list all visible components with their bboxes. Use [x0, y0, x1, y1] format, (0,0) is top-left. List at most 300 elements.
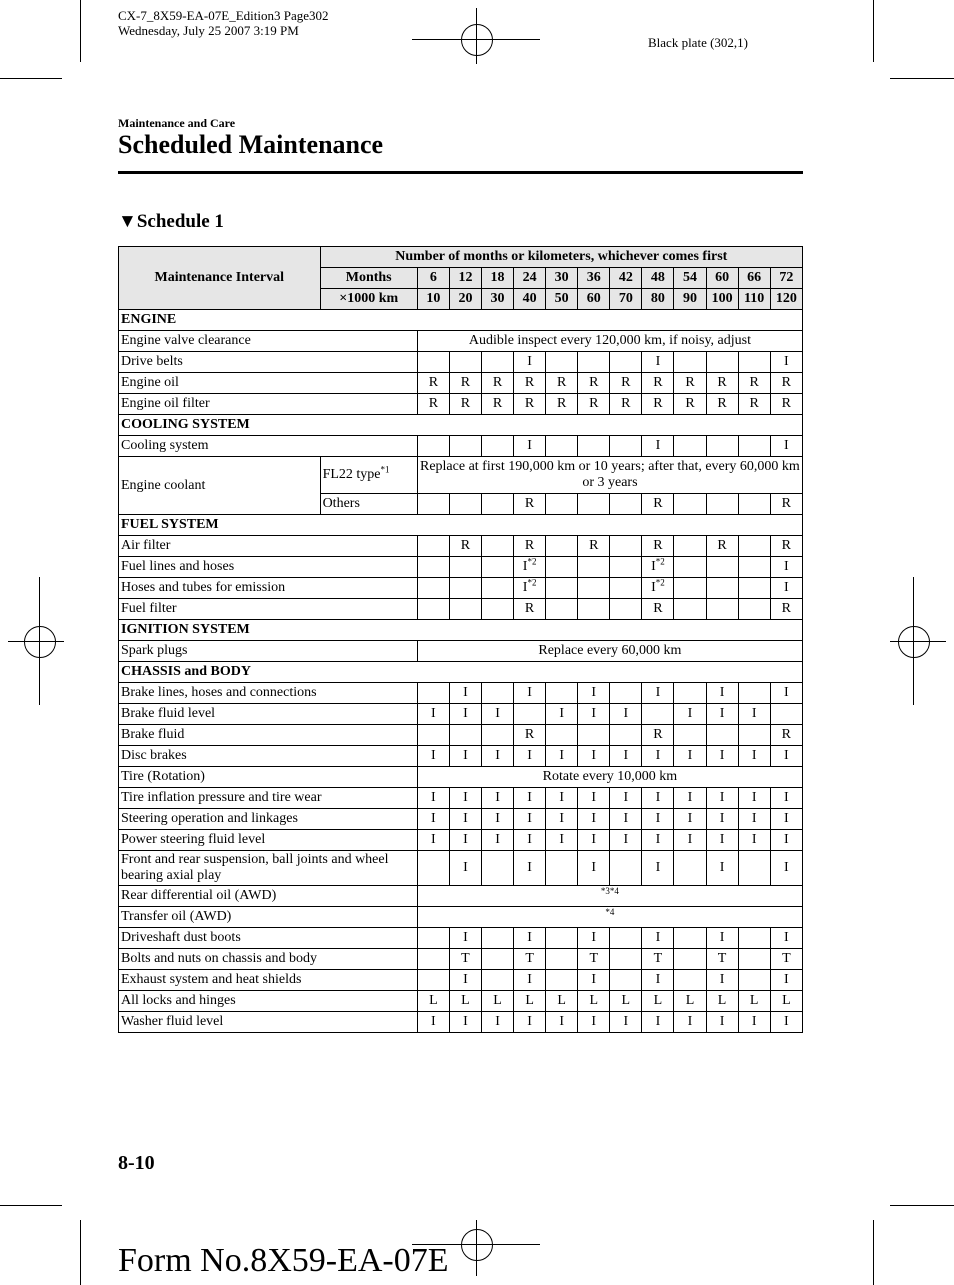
interval-cell	[417, 725, 449, 746]
interval-cell: I	[546, 1012, 578, 1033]
interval-cell	[546, 725, 578, 746]
interval-cell: I	[642, 851, 674, 886]
interval-cell	[417, 352, 449, 373]
km-header: 50	[546, 289, 578, 310]
item-label: Brake fluid level	[119, 704, 418, 725]
table-row	[119, 578, 803, 599]
footnote-ref: *2	[527, 556, 537, 567]
interval-cell: I	[738, 1012, 770, 1033]
interval-cell: I	[578, 704, 610, 725]
interval-cell	[610, 557, 642, 578]
interval-cell: I	[674, 788, 706, 809]
interval-cell	[738, 970, 770, 991]
interval-cell: I	[578, 788, 610, 809]
item-label: Cooling system	[119, 436, 418, 457]
month-header: 36	[578, 268, 610, 289]
item-label: Front and rear suspension, ball joints and wheel bearing axial play	[119, 851, 418, 886]
interval-cell	[449, 578, 481, 599]
interval-cell: I	[770, 436, 802, 457]
interval-cell	[514, 557, 546, 578]
interval-cell: L	[706, 991, 738, 1012]
interval-cell	[738, 352, 770, 373]
item-label: Spark plugs	[119, 641, 418, 662]
interval-cell: I	[706, 928, 738, 949]
table-row	[119, 331, 803, 352]
table-row	[119, 457, 803, 494]
interval-cell: R	[610, 373, 642, 394]
km-header: 90	[674, 289, 706, 310]
interval-cell: R	[738, 394, 770, 415]
print-meta-file: CX-7_8X59-EA-07E_Edition3 Page302	[118, 8, 329, 23]
interval-cell	[546, 436, 578, 457]
item-label: Bolts and nuts on chassis and body	[119, 949, 418, 970]
interval-cell: R	[449, 536, 481, 557]
interval-cell	[674, 683, 706, 704]
interval-cell	[738, 578, 770, 599]
interval-cell: I	[642, 683, 674, 704]
interval-cell: R	[642, 536, 674, 557]
table-row	[119, 907, 803, 928]
section-title: COOLING SYSTEM	[119, 415, 803, 436]
interval-cell: I	[706, 704, 738, 725]
span-text: Replace at first 190,000 km or 10 years; after that, every 60,000 km or 3 years	[417, 457, 802, 494]
interval-cell	[578, 599, 610, 620]
interval-cell: I	[578, 970, 610, 991]
print-meta-date: Wednesday, July 25 2007 3:19 PM	[118, 23, 299, 38]
item-label: Washer fluid level	[119, 1012, 418, 1033]
footnote-cell: *3*4	[417, 886, 802, 907]
item-label: Brake fluid	[119, 725, 418, 746]
interval-cell: I	[546, 809, 578, 830]
interval-cell: I	[770, 746, 802, 767]
interval-cell	[417, 928, 449, 949]
interval-cell	[674, 928, 706, 949]
interval-cell: I	[738, 809, 770, 830]
table-row	[119, 886, 803, 907]
interval-cell	[738, 949, 770, 970]
interval-cell: I	[514, 746, 546, 767]
interval-cell	[642, 557, 674, 578]
interval-cell	[578, 352, 610, 373]
section-title: IGNITION SYSTEM	[119, 620, 803, 641]
interval-cell	[449, 494, 481, 515]
table-row	[119, 970, 803, 991]
interval-cell: I	[610, 746, 642, 767]
interval-cell: I	[449, 788, 481, 809]
interval-cell: I	[449, 970, 481, 991]
interval-cell	[546, 557, 578, 578]
interval-cell: I	[706, 970, 738, 991]
interval-cell	[481, 949, 513, 970]
interval-cell	[449, 352, 481, 373]
interval-cell	[417, 970, 449, 991]
interval-cell: I	[546, 746, 578, 767]
interval-cell: I	[514, 830, 546, 851]
interval-cell: I	[642, 436, 674, 457]
interval-cell: I	[642, 352, 674, 373]
interval-cell	[578, 725, 610, 746]
span-header: Number of months or kilometers, whichever comes first	[320, 247, 802, 268]
interval-cell: I	[706, 809, 738, 830]
item-label: Rear differential oil (AWD)	[119, 886, 418, 907]
interval-cell: I	[674, 746, 706, 767]
interval-cell	[610, 536, 642, 557]
month-header: 72	[770, 268, 802, 289]
sub-label-text: FL22 type	[322, 467, 381, 482]
interval-cell	[738, 599, 770, 620]
item-label: Driveshaft dust boots	[119, 928, 418, 949]
interval-cell	[546, 683, 578, 704]
km-header: 20	[449, 289, 481, 310]
interval-cell: I	[770, 1012, 802, 1033]
interval-cell	[674, 599, 706, 620]
section-title: FUEL SYSTEM	[119, 515, 803, 536]
interval-cell: I	[610, 809, 642, 830]
footnote-ref: *2	[655, 577, 665, 588]
interval-cell: I	[642, 830, 674, 851]
interval-cell: I	[578, 809, 610, 830]
footnote-ref: *2	[655, 556, 665, 567]
interval-cell	[610, 949, 642, 970]
interval-cell	[578, 436, 610, 457]
item-label: Disc brakes	[119, 746, 418, 767]
interval-cell: R	[770, 394, 802, 415]
interval-cell: I	[514, 1012, 546, 1033]
item-label: Air filter	[119, 536, 418, 557]
table-row	[119, 851, 803, 886]
interval-cell: R	[546, 394, 578, 415]
interval-cell: I	[642, 809, 674, 830]
interval-cell	[481, 436, 513, 457]
interval-cell: T	[706, 949, 738, 970]
interval-cell: I	[610, 788, 642, 809]
span-text: Replace every 60,000 km	[417, 641, 802, 662]
km-header: 120	[770, 289, 802, 310]
interval-cell	[706, 578, 738, 599]
cell-value: I	[651, 559, 656, 574]
interval-cell: R	[642, 373, 674, 394]
interval-cell	[738, 683, 770, 704]
section-title: ENGINE	[119, 310, 803, 331]
interval-cell: I	[481, 809, 513, 830]
interval-cell: I	[706, 788, 738, 809]
interval-cell	[674, 352, 706, 373]
interval-cell: R	[449, 373, 481, 394]
interval-cell: T	[578, 949, 610, 970]
month-header: 6	[417, 268, 449, 289]
interval-cell: R	[481, 394, 513, 415]
interval-cell: I	[578, 683, 610, 704]
interval-cell	[546, 578, 578, 599]
table-row	[119, 991, 803, 1012]
item-label: Power steering fluid level	[119, 830, 418, 851]
interval-cell	[738, 494, 770, 515]
interval-cell: I	[417, 704, 449, 725]
interval-cell: I	[770, 928, 802, 949]
interval-cell	[449, 599, 481, 620]
item-label: Brake lines, hoses and connections	[119, 683, 418, 704]
interval-cell	[674, 970, 706, 991]
section-row	[119, 515, 803, 536]
interval-cell: R	[578, 394, 610, 415]
item-label: Drive belts	[119, 352, 418, 373]
print-meta	[118, 8, 329, 38]
interval-cell	[738, 536, 770, 557]
interval-cell: R	[706, 373, 738, 394]
interval-cell: I	[642, 746, 674, 767]
interval-cell	[642, 704, 674, 725]
interval-cell	[674, 436, 706, 457]
item-label: Tire (Rotation)	[119, 767, 418, 788]
interval-cell: I	[770, 557, 802, 578]
interval-cell: I	[514, 352, 546, 373]
interval-cell: I	[578, 830, 610, 851]
interval-cell	[449, 725, 481, 746]
interval-cell	[546, 536, 578, 557]
interval-cell: R	[642, 725, 674, 746]
interval-cell: I	[674, 704, 706, 725]
interval-cell: I	[578, 851, 610, 886]
interval-cell: I	[738, 704, 770, 725]
item-label: Engine valve clearance	[119, 331, 418, 352]
table-row	[119, 394, 803, 415]
interval-cell	[481, 578, 513, 599]
interval-cell	[417, 599, 449, 620]
interval-cell: R	[674, 394, 706, 415]
interval-cell: I	[546, 788, 578, 809]
interval-cell	[706, 352, 738, 373]
interval-cell	[610, 494, 642, 515]
interval-cell: R	[417, 373, 449, 394]
km-header: 110	[738, 289, 770, 310]
interval-cell: I	[514, 683, 546, 704]
item-label: Engine oil filter	[119, 394, 418, 415]
interval-cell: I	[514, 788, 546, 809]
interval-cell: I	[770, 578, 802, 599]
interval-cell: R	[770, 725, 802, 746]
table-row	[119, 352, 803, 373]
interval-cell: I	[514, 436, 546, 457]
interval-cell	[417, 683, 449, 704]
interval-cell	[610, 725, 642, 746]
interval-cell: I	[706, 683, 738, 704]
item-label: Transfer oil (AWD)	[119, 907, 418, 928]
interval-cell	[674, 949, 706, 970]
interval-cell: R	[546, 373, 578, 394]
interval-cell	[481, 599, 513, 620]
interval-cell: R	[481, 373, 513, 394]
interval-cell: I	[514, 970, 546, 991]
interval-cell: I	[546, 704, 578, 725]
interval-cell: I	[481, 788, 513, 809]
interval-cell	[674, 536, 706, 557]
interval-cell	[738, 851, 770, 886]
months-label: Months	[320, 268, 417, 289]
interval-cell: R	[610, 394, 642, 415]
interval-cell	[738, 436, 770, 457]
table-row	[119, 830, 803, 851]
interval-cell	[642, 578, 674, 599]
item-label: Fuel lines and hoses	[119, 557, 418, 578]
interval-cell: R	[514, 599, 546, 620]
footnote-ref: *2	[527, 577, 537, 588]
interval-cell: L	[578, 991, 610, 1012]
table-row	[119, 928, 803, 949]
month-header: 42	[610, 268, 642, 289]
interval-cell: I	[770, 352, 802, 373]
maintenance-table	[118, 246, 803, 1033]
table-row	[119, 436, 803, 457]
interval-cell: R	[770, 373, 802, 394]
interval-cell: I	[514, 851, 546, 886]
interval-cell	[674, 578, 706, 599]
interval-cell	[578, 557, 610, 578]
section-label: Maintenance and Care	[118, 116, 236, 130]
interval-cell	[546, 949, 578, 970]
interval-cell	[706, 599, 738, 620]
interval-cell: I	[738, 788, 770, 809]
interval-cell	[481, 536, 513, 557]
interval-cell	[738, 928, 770, 949]
interval-cell: R	[642, 599, 674, 620]
interval-cell: I	[449, 1012, 481, 1033]
interval-cell: L	[514, 991, 546, 1012]
interval-cell: T	[770, 949, 802, 970]
km-header: 40	[514, 289, 546, 310]
interval-cell: L	[674, 991, 706, 1012]
interval-cell: I	[514, 809, 546, 830]
km-header: 70	[610, 289, 642, 310]
interval-cell	[481, 494, 513, 515]
cell-value: I	[522, 580, 528, 595]
interval-cell: R	[770, 599, 802, 620]
interval-cell: T	[449, 949, 481, 970]
interval-cell	[610, 352, 642, 373]
interval-cell: I	[738, 830, 770, 851]
interval-cell: I	[578, 746, 610, 767]
interval-cell	[481, 352, 513, 373]
interval-cell: I	[642, 1012, 674, 1033]
interval-cell: I	[674, 830, 706, 851]
interval-cell: R	[514, 373, 546, 394]
interval-cell: T	[642, 949, 674, 970]
interval-cell	[546, 494, 578, 515]
interval-cell: I	[610, 704, 642, 725]
interval-cell: I	[449, 809, 481, 830]
interval-cell: I	[674, 809, 706, 830]
interval-cell: L	[481, 991, 513, 1012]
km-header: 100	[706, 289, 738, 310]
interval-cell: I	[546, 830, 578, 851]
table-row	[119, 704, 803, 725]
interval-cell	[610, 578, 642, 599]
table-row	[119, 599, 803, 620]
item-label: Engine oil	[119, 373, 418, 394]
table-row	[119, 746, 803, 767]
interval-cell: I	[770, 851, 802, 886]
interval-cell: I	[417, 830, 449, 851]
interval-cell: R	[770, 536, 802, 557]
triangle-down-icon: ▼	[118, 211, 137, 232]
interval-cell: T	[514, 949, 546, 970]
interval-cell	[610, 436, 642, 457]
interval-cell: L	[417, 991, 449, 1012]
month-header: 48	[642, 268, 674, 289]
interval-cell	[449, 436, 481, 457]
month-header: 24	[514, 268, 546, 289]
month-header: 18	[481, 268, 513, 289]
table-row	[119, 373, 803, 394]
table-row	[119, 1012, 803, 1033]
interval-cell	[674, 494, 706, 515]
interval-cell: I	[449, 851, 481, 886]
footnote-ref: *1	[380, 464, 390, 475]
interval-cell: I	[738, 746, 770, 767]
interval-cell	[610, 851, 642, 886]
interval-cell: R	[578, 373, 610, 394]
interval-cell: I	[770, 970, 802, 991]
interval-cell	[706, 725, 738, 746]
interval-cell: R	[514, 725, 546, 746]
interval-cell	[417, 851, 449, 886]
interval-cell: I	[449, 746, 481, 767]
interval-cell: I	[706, 851, 738, 886]
km-label: ×1000 km	[320, 289, 417, 310]
interval-cell: I	[642, 788, 674, 809]
span-text: Audible inspect every 120,000 km, if noisy, adjust	[417, 331, 802, 352]
interval-cell: I	[578, 1012, 610, 1033]
interval-cell: I	[417, 809, 449, 830]
table-row	[119, 641, 803, 662]
interval-cell	[674, 851, 706, 886]
cell-value: I	[651, 580, 656, 595]
table-row	[119, 809, 803, 830]
table-row	[119, 949, 803, 970]
interval-cell	[546, 851, 578, 886]
interval-cell: I	[674, 1012, 706, 1033]
interval-cell	[417, 494, 449, 515]
page-number: 8-10	[118, 1152, 155, 1174]
item-label: Tire inflation pressure and tire wear	[119, 788, 418, 809]
footnote-cell: *4	[417, 907, 802, 928]
interval-cell	[706, 557, 738, 578]
interval-cell: R	[642, 394, 674, 415]
interval-cell	[738, 557, 770, 578]
interval-cell	[417, 436, 449, 457]
interval-cell: I	[706, 830, 738, 851]
km-header: 80	[642, 289, 674, 310]
interval-cell: I	[449, 683, 481, 704]
interval-cell: I	[514, 928, 546, 949]
interval-cell	[706, 494, 738, 515]
table-row	[119, 557, 803, 578]
interval-cell	[770, 704, 802, 725]
interval-cell	[417, 557, 449, 578]
interval-cell: R	[514, 536, 546, 557]
interval-cell: R	[706, 536, 738, 557]
interval-cell	[610, 970, 642, 991]
section-row	[119, 662, 803, 683]
form-number: Form No.8X59-EA-07E	[118, 1242, 449, 1279]
interval-cell	[610, 683, 642, 704]
km-header: 10	[417, 289, 449, 310]
interval-cell	[546, 599, 578, 620]
interval-cell: I	[417, 788, 449, 809]
interval-cell: R	[578, 536, 610, 557]
interval-cell: R	[770, 494, 802, 515]
interval-cell: R	[514, 494, 546, 515]
interval-cell: R	[514, 394, 546, 415]
